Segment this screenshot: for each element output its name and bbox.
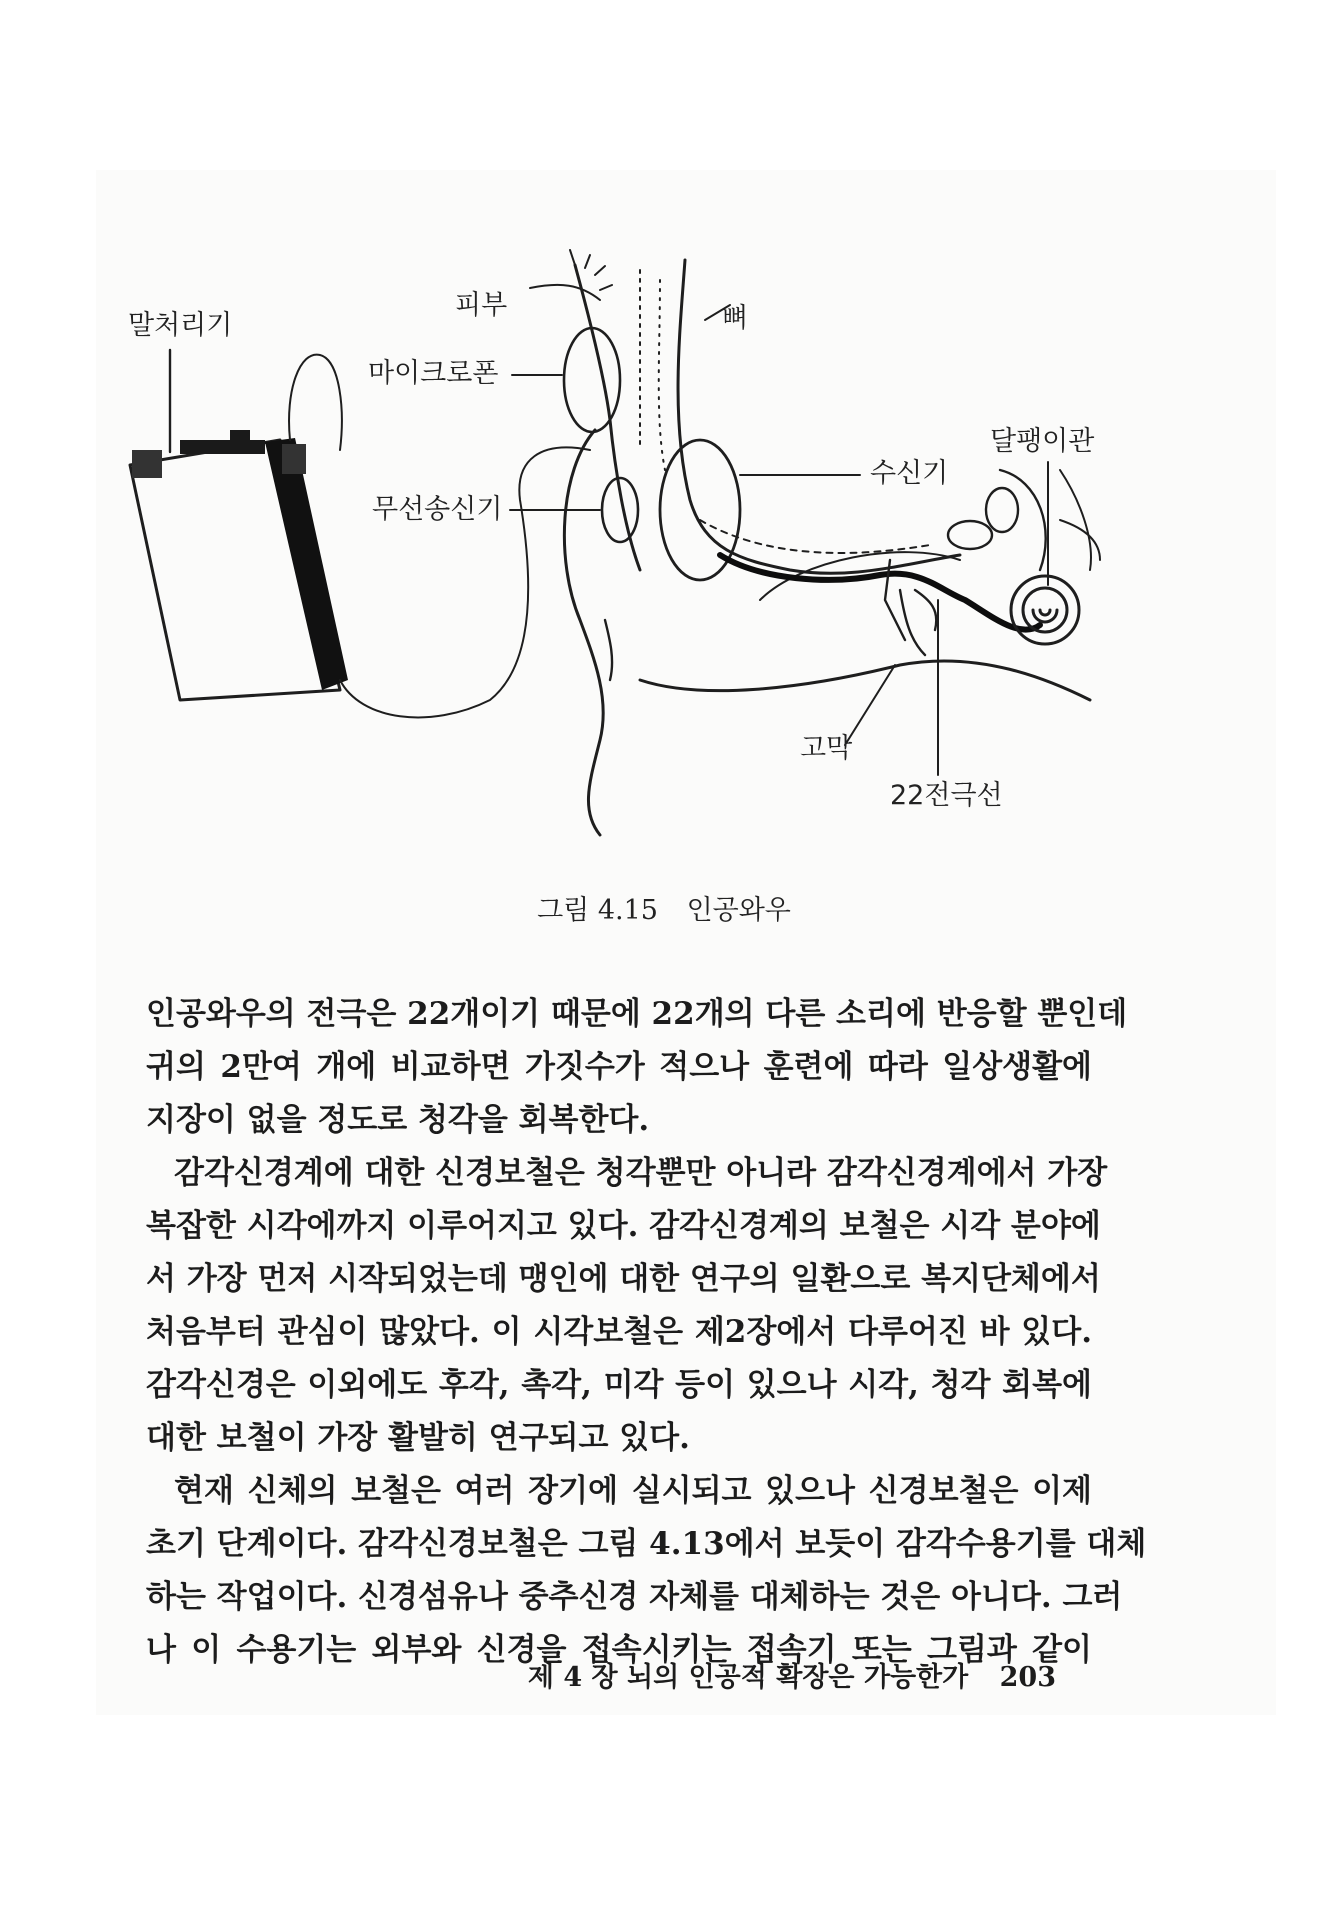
label-skin: 피부 bbox=[455, 290, 508, 321]
text-line: 인공와우의 전극은 22개이기 때문에 22개의 다른 소리에 반응할 뿐인데 bbox=[146, 996, 1128, 1032]
label-eardrum: 고막 bbox=[800, 733, 853, 764]
text-line: 지장이 없을 정도로 청각을 회복한다. bbox=[146, 1102, 650, 1138]
text-line: 대한 보철이 가장 활발히 연구되고 있다. bbox=[146, 1420, 690, 1456]
microphone-shape bbox=[564, 328, 620, 432]
footer-chapter-title: 제 4 장 뇌의 인공적 확장은 가능한가 bbox=[527, 1662, 969, 1693]
body-text bbox=[146, 988, 1147, 1677]
page-footer bbox=[528, 1655, 1056, 1694]
cochlear-implant-figure bbox=[0, 0, 1328, 880]
cochlea-shape bbox=[1011, 576, 1079, 644]
text-line: 초기 단계이다. 감각신경보철은 그림 4.13에서 보듯이 감각수용기를 대체 bbox=[146, 1526, 1147, 1562]
text-line: 하는 작업이다. 신경섬유나 중추신경 자체를 대체하는 것은 아니다. 그러 bbox=[146, 1579, 1123, 1615]
text-line: 복잡한 시각에까지 이루어지고 있다. 감각신경계의 보철은 시각 분야에 bbox=[146, 1208, 1101, 1244]
label-bone: 뼈 bbox=[722, 303, 749, 334]
text-line: 감각신경계에 대한 신경보철은 청각뿐만 아니라 감각신경계에서 가장 bbox=[174, 1155, 1108, 1191]
page-number: 203 bbox=[999, 1662, 1056, 1693]
label-electrode: 22전극선 bbox=[890, 780, 1003, 811]
text-line: 귀의 2만여 개에 비교하면 가짓수가 적으나 훈련에 따라 일상생활에 bbox=[146, 1049, 1092, 1085]
text-line: 처음부터 관심이 많았다. 이 시각보철은 제2장에서 다루어진 바 있다. bbox=[146, 1314, 1092, 1350]
label-cochlea: 달팽이관 bbox=[990, 426, 1095, 457]
text-line: 감각신경은 이외에도 후각, 촉각, 미각 등이 있으나 시각, 청각 회복에 bbox=[146, 1367, 1092, 1403]
figure-caption-number: 그림 4.15 bbox=[537, 895, 658, 926]
text-line: 나 이 수용기는 외부와 신경을 접속시키는 접속기 또는 그림과 같이 bbox=[146, 1632, 1092, 1668]
label-microphone: 마이크로폰 bbox=[368, 358, 499, 389]
label-speech-processor: 말처리기 bbox=[128, 310, 233, 341]
speech-processor-device bbox=[130, 430, 348, 700]
label-receiver: 수신기 bbox=[870, 458, 949, 489]
label-wireless-transmitter: 무선송신기 bbox=[372, 494, 503, 525]
figure-caption bbox=[0, 888, 1328, 927]
figure-caption-title: 인공와우 bbox=[686, 895, 791, 926]
text-line: 서 가장 먼저 시작되었는데 맹인에 대한 연구의 일환으로 복지단체에서 bbox=[146, 1261, 1101, 1297]
text-line: 현재 신체의 보철은 여러 장기에 실시되고 있으나 신경보철은 이제 bbox=[174, 1473, 1092, 1509]
